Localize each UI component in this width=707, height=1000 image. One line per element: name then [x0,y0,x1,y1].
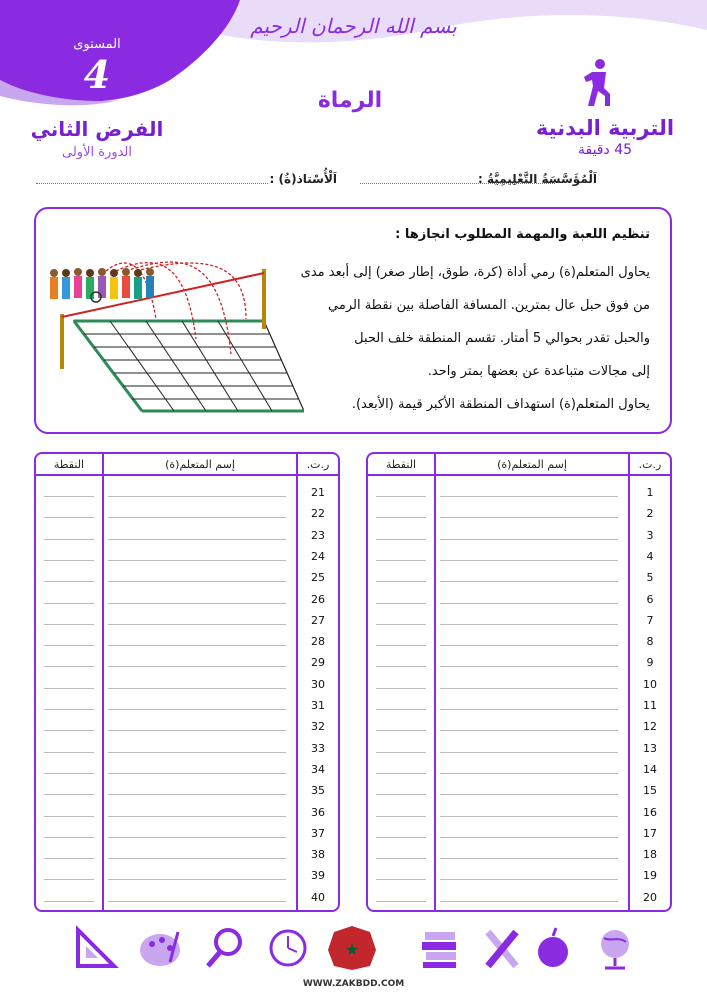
apple-icon [538,928,568,967]
score-field[interactable] [376,773,426,774]
student-name-field[interactable] [440,581,618,582]
table-row [36,889,338,910]
score-field[interactable] [44,858,94,859]
student-name-field[interactable] [108,581,286,582]
scores-table-right [366,452,672,912]
table-row [36,505,338,526]
table-row [368,761,670,782]
table-row [36,846,338,867]
level-number: 4 [83,52,111,97]
score-field[interactable] [44,560,94,561]
table-row [36,697,338,718]
student-name-field[interactable] [440,794,618,795]
magnifier-icon [208,930,240,966]
row-number: 9 [646,656,654,670]
instructions-box [34,207,672,434]
student-name-field[interactable] [440,858,618,859]
score-field[interactable] [376,794,426,795]
set-square-icon [78,930,114,966]
row-number: 32 [311,720,325,734]
table-row [36,569,338,590]
student-name-field[interactable] [440,901,618,902]
palette-icon [140,932,180,966]
table-row [36,676,338,697]
student-name-field[interactable] [440,666,618,667]
row-number: 6 [646,592,654,606]
table-row [368,484,670,505]
student-name-field[interactable] [108,858,286,859]
row-number: 1 [646,486,654,499]
table-row [368,804,670,825]
row-number: 21 [311,486,325,499]
header-score: النقطة [385,458,417,471]
table-row [368,569,670,590]
student-name-field[interactable] [108,730,286,731]
table-header [36,454,338,476]
footer-site: WWW.ZAKBDD.COM [302,979,405,989]
table-row [36,804,338,825]
table-row [368,633,670,654]
score-field[interactable] [376,730,426,731]
score-field[interactable] [44,773,94,774]
row-number: 12 [643,720,657,734]
basmala: بسم الله الرحمان الرحيم [250,14,457,38]
exam-title: الفرض الثاني [30,117,164,141]
row-number: 24 [311,549,325,563]
score-field[interactable] [376,603,426,604]
student-name-field[interactable] [440,496,618,497]
subject-title: التربية البدنية [535,116,675,140]
student-name-field[interactable] [108,645,286,646]
row-number: 15 [643,784,657,798]
student-name-field[interactable] [108,496,286,497]
score-field[interactable] [376,560,426,561]
score-field[interactable] [376,539,426,540]
row-number: 40 [311,890,325,904]
header-name: إسم المتعلم(ة) [497,458,567,471]
score-field[interactable] [44,752,94,753]
row-number: 18 [643,848,657,862]
student-name-field[interactable] [108,539,286,540]
instruction-line: إلى مجالات متباعدة عن بعضها بمتر واحد. [427,364,650,379]
student-name-field[interactable] [108,816,286,817]
table-row [368,676,670,697]
subject-duration: 45 دقيقة [577,142,633,158]
student-name-field[interactable] [108,709,286,710]
header-number: ر.ت. [306,458,330,471]
row-number: 5 [646,571,654,585]
table-row [368,889,670,910]
row-number: 4 [646,549,654,563]
score-field[interactable] [376,858,426,859]
table-row [36,740,338,761]
level-label: المستوى [73,37,121,52]
score-field[interactable] [44,581,94,582]
student-name-field[interactable] [440,624,618,625]
student-name-field[interactable] [440,730,618,731]
score-field[interactable] [44,645,94,646]
row-number: 30 [311,677,325,691]
clock-icon [271,931,305,965]
table-row [368,825,670,846]
score-field[interactable] [44,539,94,540]
score-field[interactable] [44,517,94,518]
score-field[interactable] [44,624,94,625]
score-field[interactable] [376,816,426,817]
student-name-field[interactable] [440,688,618,689]
score-field[interactable] [376,581,426,582]
row-number: 26 [311,592,325,606]
header-number: ر.ت. [638,458,662,471]
row-number: 22 [311,507,325,521]
score-field[interactable] [44,688,94,689]
student-name-field[interactable] [108,901,286,902]
table-header [368,454,670,476]
table-row [368,548,670,569]
student-name-field[interactable] [440,645,618,646]
institution-label: اَلْمُؤَسَّسَةُ التَّعْلِيمِيَّةُ : [478,172,597,186]
student-name-field[interactable] [108,517,286,518]
teacher-label: اَلْأُسْتاذ(ةُ) : [269,172,337,186]
table-row [36,527,338,548]
row-number: 19 [643,869,657,883]
table-row [36,612,338,633]
row-number: 2 [646,507,654,521]
score-field[interactable] [376,645,426,646]
student-name-field[interactable] [108,624,286,625]
row-number: 13 [643,741,657,755]
row-number: 31 [311,699,325,712]
score-field[interactable] [44,901,94,902]
row-number: 39 [311,869,325,883]
row-number: 29 [311,656,325,670]
ruler-pencil-icon [488,932,516,966]
row-number: 8 [646,635,654,649]
student-name-field[interactable] [108,666,286,667]
globe-icon [601,930,629,968]
student-name-field[interactable] [440,752,618,753]
student-name-field[interactable] [108,879,286,880]
institution-field[interactable] [360,183,555,184]
score-field[interactable] [44,879,94,880]
teacher-field[interactable] [36,183,268,184]
score-field[interactable] [44,837,94,838]
student-name-field[interactable] [108,560,286,561]
row-number: 3 [646,528,654,542]
instruction-line: والحبل تقدر بحوالي 5 أمتار. تقسم المنطقة خلف الحبل [354,331,650,346]
lesson-title: الرماة [317,88,383,113]
header-score: النقطة [53,458,85,471]
row-number: 28 [311,635,325,649]
table-row [36,633,338,654]
row-number: 20 [643,890,657,904]
table-row [36,782,338,803]
table-row [36,548,338,569]
score-field[interactable] [376,666,426,667]
table-row [368,718,670,739]
row-number: 35 [311,784,325,798]
student-name-field[interactable] [440,773,618,774]
student-name-field[interactable] [440,879,618,880]
morocco-flag-icon [328,926,376,970]
row-number: 14 [643,762,657,776]
table-row [368,527,670,548]
score-field[interactable] [44,794,94,795]
row-number: 37 [311,826,325,840]
row-number: 33 [311,741,325,755]
score-field[interactable] [376,688,426,689]
row-number: 10 [643,677,657,691]
table-row [36,591,338,612]
running-person-icon [580,58,618,110]
instruction-line: يحاول المتعلم(ة) رمي أداة (كرة، طوق، إطار صغر) إلى أبعد مدى [300,265,650,280]
books-icon [422,932,456,968]
student-name-field[interactable] [440,517,618,518]
row-number: 11 [643,699,657,712]
score-field[interactable] [376,752,426,753]
throwing-field-illustration [46,259,304,424]
score-field[interactable] [44,666,94,667]
score-field[interactable] [376,901,426,902]
svg-text:★: ★ [344,940,360,959]
student-name-field[interactable] [440,560,618,561]
table-row [368,697,670,718]
table-row [368,846,670,867]
table-row [368,782,670,803]
row-number: 25 [311,571,325,585]
score-field[interactable] [376,837,426,838]
student-name-field[interactable] [108,773,286,774]
score-field[interactable] [44,603,94,604]
student-name-field[interactable] [108,794,286,795]
table-row [36,761,338,782]
row-number: 27 [311,613,325,627]
student-name-field[interactable] [440,837,618,838]
row-number: 36 [311,805,325,819]
row-number: 7 [646,613,654,627]
student-name-field[interactable] [440,603,618,604]
score-field[interactable] [376,879,426,880]
table-row [368,591,670,612]
table-row [36,654,338,675]
student-name-field[interactable] [440,709,618,710]
score-field[interactable] [376,709,426,710]
table-row [368,654,670,675]
row-number: 23 [311,528,325,542]
table-row [36,718,338,739]
exam-session: الدورة الأولى [62,145,132,160]
student-name-field[interactable] [108,688,286,689]
row-number: 38 [311,848,325,862]
student-name-field[interactable] [108,837,286,838]
table-row [368,740,670,761]
student-name-field[interactable] [440,539,618,540]
table-row [368,612,670,633]
table-row [368,867,670,888]
instructions-title: تنظيم اللعبة والمهمة المطلوب انجازها : [395,227,650,242]
score-field[interactable] [44,816,94,817]
row-number: 34 [311,762,325,776]
instruction-line: يحاول المتعلم(ة) استهداف المنطقة الأكبر قيمة (الأبعد). [351,397,650,412]
footer-icons [70,922,640,972]
table-row [36,484,338,505]
score-field[interactable] [44,709,94,710]
row-number: 17 [643,826,657,840]
table-row [36,867,338,888]
instruction-line: من فوق حبل عال بمترين. المسافة الفاصلة بين نقطة الرمي [328,298,650,313]
header-name: إسم المتعلم(ة) [165,458,235,471]
student-name-field[interactable] [108,752,286,753]
scores-table-left [34,452,340,912]
score-field[interactable] [376,517,426,518]
student-name-field[interactable] [108,603,286,604]
table-row [368,505,670,526]
score-field[interactable] [44,730,94,731]
student-name-field[interactable] [440,816,618,817]
score-field[interactable] [376,624,426,625]
score-field[interactable] [376,496,426,497]
table-row [36,825,338,846]
row-number: 16 [643,805,657,819]
score-field[interactable] [44,496,94,497]
